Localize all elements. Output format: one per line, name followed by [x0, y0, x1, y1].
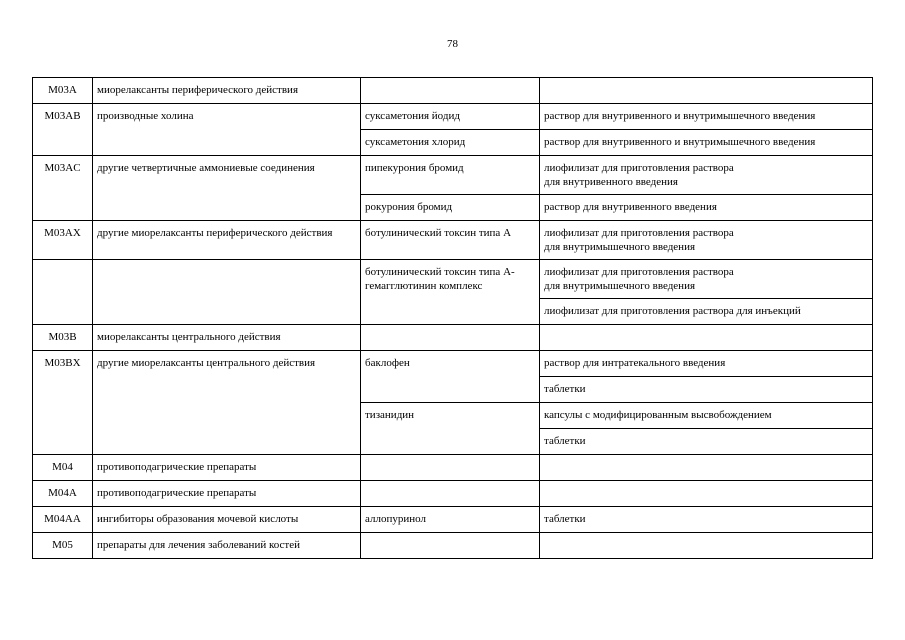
- atc-code-cell: M03AX: [33, 221, 93, 260]
- table-row: [33, 507, 873, 533]
- table-row: [33, 104, 873, 130]
- drug-name-cell: баклофен: [361, 351, 540, 403]
- atc-group-cell: производные холина: [93, 104, 361, 156]
- page-number: 78: [447, 38, 458, 50]
- drug-name-cell: [361, 78, 540, 104]
- dosage-form-cell: капсулы с модифицированным высвобождением: [540, 403, 873, 429]
- atc-code-cell: M05: [33, 533, 93, 559]
- table-row: [33, 221, 873, 260]
- atc-drug-table: [32, 77, 873, 559]
- dosage-form-cell: таблетки: [540, 429, 873, 455]
- drug-name-cell: рокурония бромид: [361, 195, 540, 221]
- drug-name-cell: [361, 455, 540, 481]
- dosage-form-cell: таблетки: [540, 507, 873, 533]
- atc-code-cell: M04: [33, 455, 93, 481]
- atc-group-cell: [93, 260, 361, 325]
- dosage-form-cell: раствор для внутривенного и внутримышечного введения: [540, 104, 873, 130]
- table-row: [33, 455, 873, 481]
- atc-group-cell: другие миорелаксанты центрального действия: [93, 351, 361, 455]
- dosage-form-cell: [540, 455, 873, 481]
- atc-code-cell: M03A: [33, 78, 93, 104]
- atc-group-cell: миорелаксанты периферического действия: [93, 78, 361, 104]
- table-row: [33, 481, 873, 507]
- dosage-form-cell: таблетки: [540, 377, 873, 403]
- dosage-form-cell: раствор для внутривенного и внутримышечного введения: [540, 130, 873, 156]
- drug-name-cell: ботулинический токсин типа A-гемагглютинин комплекс: [361, 260, 540, 325]
- dosage-form-cell: раствор для интратекального введения: [540, 351, 873, 377]
- drug-name-cell: тизанидин: [361, 403, 540, 455]
- atc-code-cell: M04A: [33, 481, 93, 507]
- atc-group-cell: другие миорелаксанты периферического действия: [93, 221, 361, 260]
- atc-group-cell: противоподагрические препараты: [93, 481, 361, 507]
- drug-name-cell: суксаметония йодид: [361, 104, 540, 130]
- dosage-form-cell: [540, 533, 873, 559]
- drug-name-cell: пипекурония бромид: [361, 156, 540, 195]
- atc-code-cell: M03BX: [33, 351, 93, 455]
- atc-code-cell: M04AA: [33, 507, 93, 533]
- dosage-form-cell: раствор для внутривенного введения: [540, 195, 873, 221]
- atc-code-cell: M03AC: [33, 156, 93, 221]
- table-row: [33, 351, 873, 377]
- atc-group-cell: ингибиторы образования мочевой кислоты: [93, 507, 361, 533]
- table-row: [33, 156, 873, 195]
- drug-name-cell: [361, 481, 540, 507]
- table-row: [33, 533, 873, 559]
- drug-name-cell: аллопуринол: [361, 507, 540, 533]
- drug-name-cell: [361, 325, 540, 351]
- dosage-form-cell: [540, 325, 873, 351]
- atc-code-cell: M03B: [33, 325, 93, 351]
- dosage-form-cell: лиофилизат для приготовления раствора для инъекций: [540, 299, 873, 325]
- atc-code-cell: M03AB: [33, 104, 93, 156]
- atc-code-cell: [33, 260, 93, 325]
- dosage-form-cell: [540, 78, 873, 104]
- dosage-form-cell: лиофилизат для приготовления раствора для внутримышечного введения: [540, 221, 873, 260]
- atc-group-cell: миорелаксанты центрального действия: [93, 325, 361, 351]
- atc-group-cell: другие четвертичные аммониевые соединения: [93, 156, 361, 221]
- dosage-form-cell: лиофилизат для приготовления раствора для внутримышечного введения: [540, 260, 873, 299]
- drug-name-cell: [361, 533, 540, 559]
- drug-name-cell: суксаметония хлорид: [361, 130, 540, 156]
- dosage-form-cell: [540, 481, 873, 507]
- table-row: [33, 260, 873, 299]
- atc-group-cell: противоподагрические препараты: [93, 455, 361, 481]
- atc-group-cell: препараты для лечения заболеваний костей: [93, 533, 361, 559]
- table-row: [33, 325, 873, 351]
- dosage-form-cell: лиофилизат для приготовления раствора для внутривенного введения: [540, 156, 873, 195]
- table-row: [33, 78, 873, 104]
- drug-name-cell: ботулинический токсин типа A: [361, 221, 540, 260]
